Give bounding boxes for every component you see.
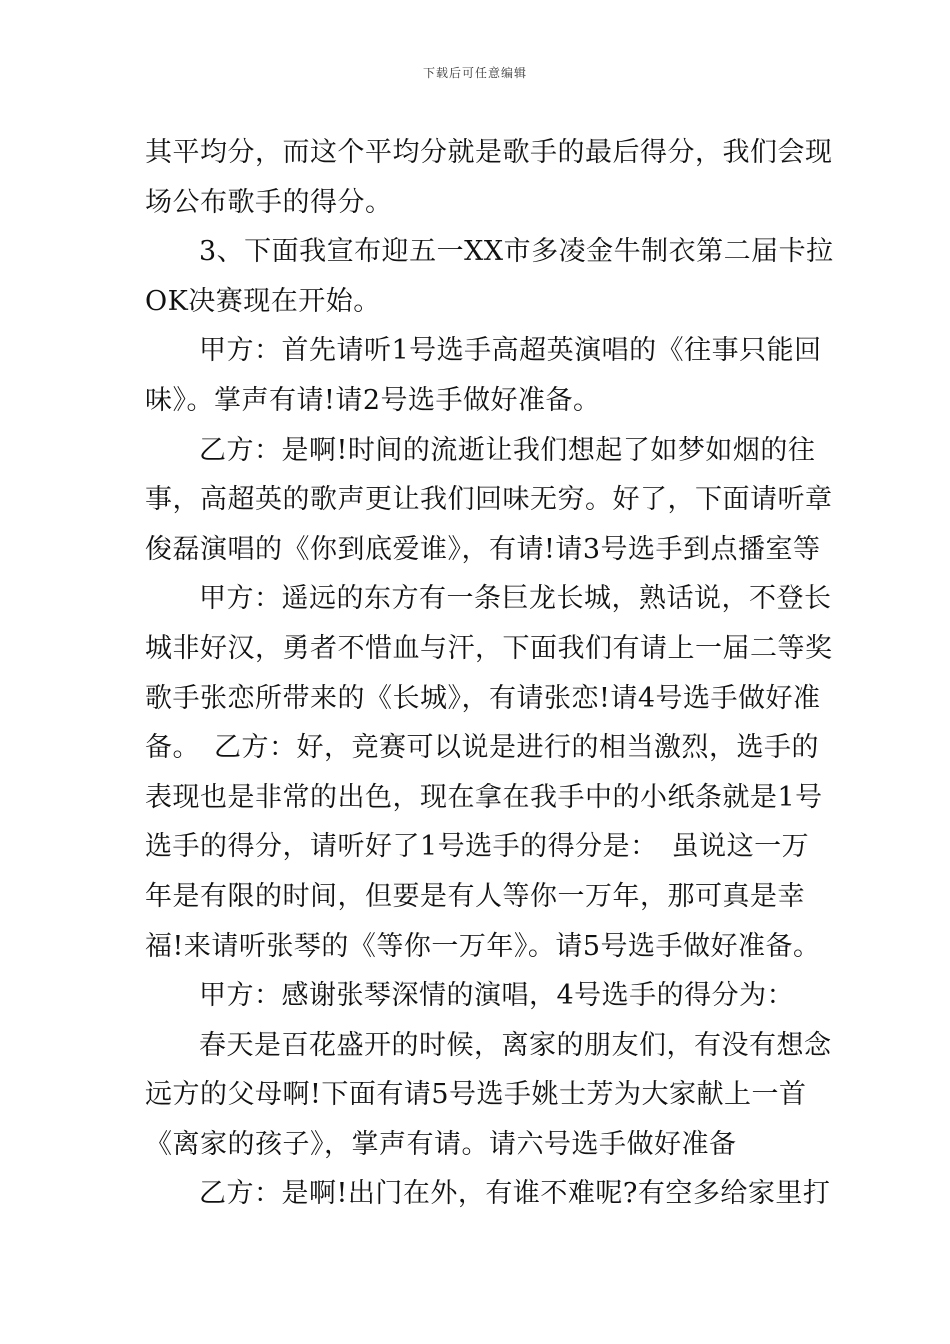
page-header: 下载后可任意编辑 — [422, 66, 527, 80]
paragraph: 乙方：是啊!出门在外，有谁不难呢?有空多给家里打 — [199, 1178, 831, 1210]
paragraph: 甲方：感谢张琴深情的演唱，4号选手的得分为： — [199, 980, 795, 1012]
paragraph: 春天是百花盛开的时候，离家的朋友们，有没有想念远方的父母啊!下面有请5号选手姚士芳为大家献上一首《离家的孩子》，掌声有请。请六号选手做好准备 — [145, 1029, 832, 1160]
paragraph: 乙方：是啊!时间的流逝让我们想起了如梦如烟的往事，高超英的歌声更让我们回味无穷。好了，下面请听章俊磊演唱的《你到底爱谁》，有请!请3号选手到点播室等 — [145, 434, 833, 565]
paragraph: 甲方：首先请听1号选手高超英演唱的《往事只能回味》。掌声有请!请2号选手做好准备。 — [145, 335, 822, 416]
paragraph: 其平均分，而这个平均分就是歌手的最后得分，我们会现场公布歌手的得分。 — [145, 137, 833, 218]
document-body — [145, 128, 835, 1219]
paragraph: 甲方：遥远的东方有一条巨龙长城，熟话说，不登长城非好汉，勇者不惜血与汗，下面我们有请上一届二等奖歌手张恋所带来的《长城》，有请张恋!请4号选手做好准备。 乙方：好，竞赛可以说是进行的相当激烈，选手的表现也是非常的出色，现在拿在我手中的小纸条就是1号选手的得分，请听好了1号选手的得分是： 虽说这一万年是有限的时间，但要是有人等你一万年，那可真是幸福!来请听张琴的《等你一万年》。请5号选手做好准备。 — [145, 583, 833, 962]
paragraph: 3、下面我宣布迎五一XX市多凌金牛制衣第二届卡拉OK决赛现在开始。 — [145, 236, 834, 317]
